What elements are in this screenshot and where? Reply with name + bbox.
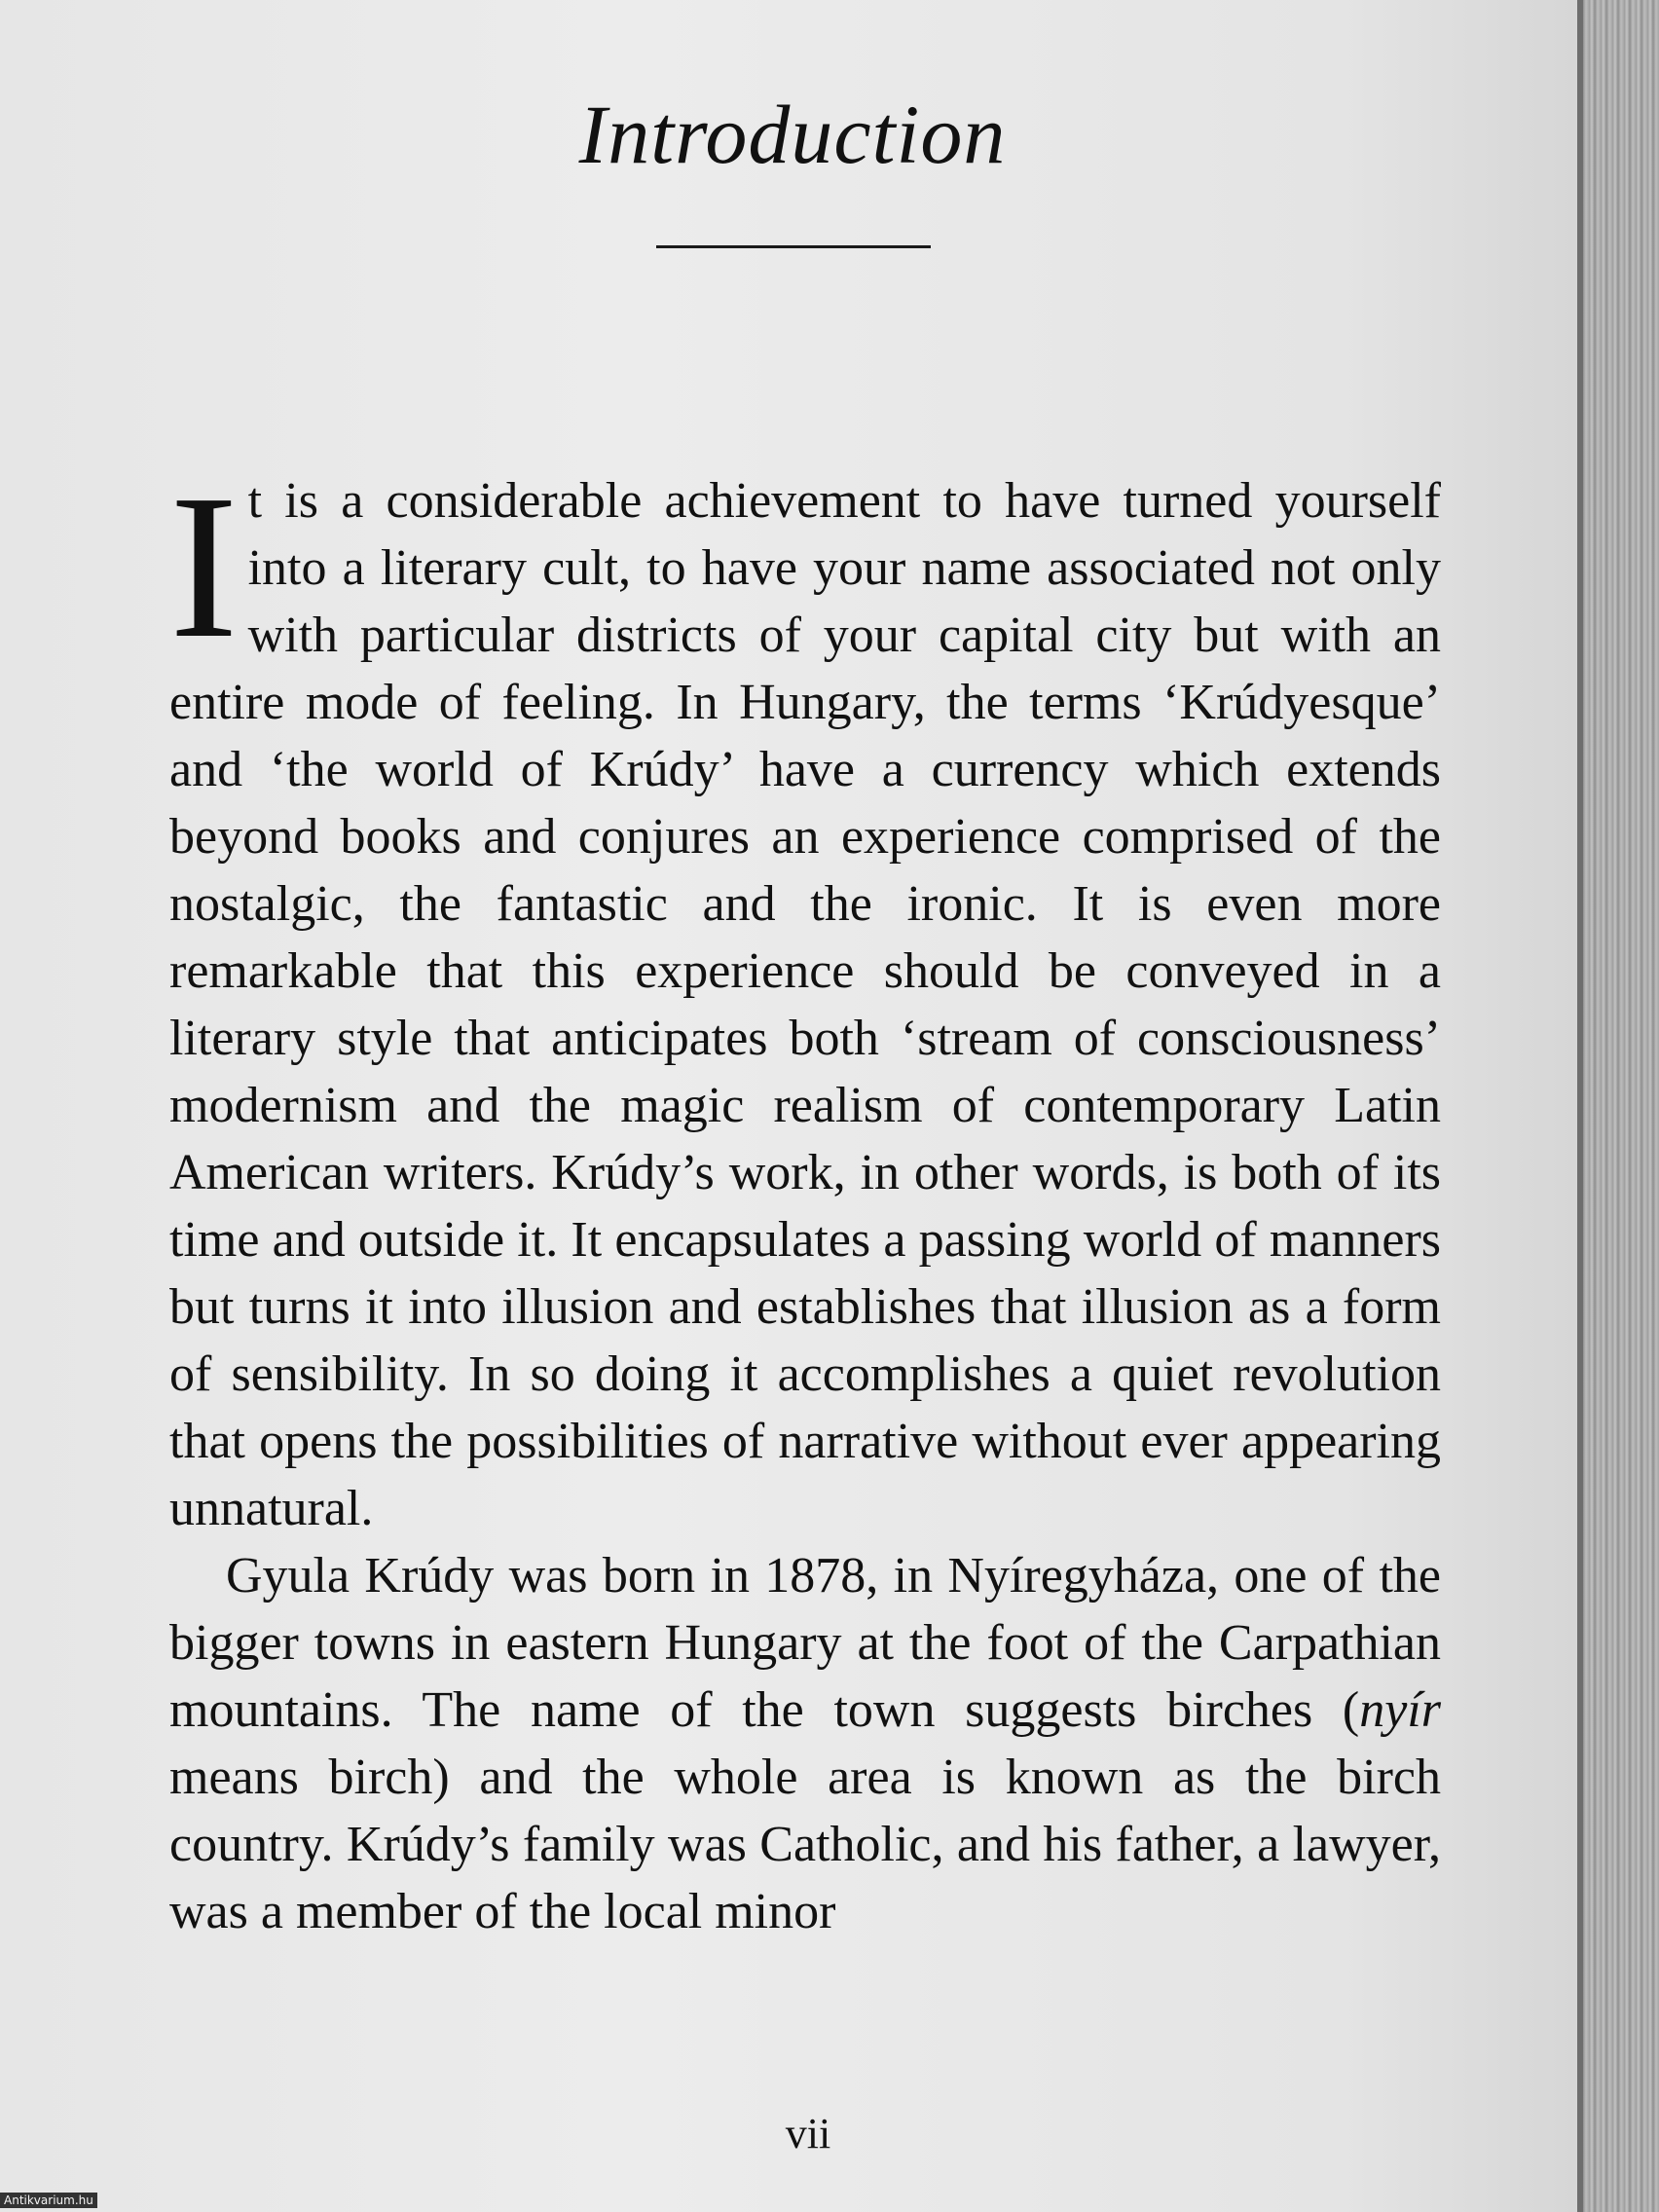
paragraph-2 bbox=[169, 1542, 1441, 1945]
chapter-title: Introduction bbox=[578, 88, 1007, 181]
drop-cap: I bbox=[169, 452, 239, 681]
page-number: vii bbox=[785, 2110, 831, 2157]
watermark-label: Antikvarium.hu bbox=[0, 2193, 97, 2208]
paragraph-2-text-end: means birch) and the whole area is known as the birch country. Krúdy’s family was Catholic, and his father, a lawyer, was a member of the local minor bbox=[169, 1750, 1441, 1939]
paragraph-1 bbox=[169, 452, 1441, 1542]
paragraph-1-text: t is a considerable achievement to have turned yourself into a literary cult, to have your name associated not only with particular districts of your capital city but with an entire mode of feeling. In Hungary, the terms ‘Krúdyesque’ and ‘the world of Krúdy’ have a currency which extends beyond books and conjures an experience comprised of the nostalgic, the fantastic and the ironic. It is even more remarkable that this experience should be conveyed in a literary style that anticipates both ‘stream of consciousness’ modernism and the magic realism of contemporary Latin American writers. Krúdy’s work, in other words, is both of its time and outside it. It encapsulates a passing world of manners but turns it into illusion and establishes that illusion as a form of sensibility. In so doing it accomplishes a quiet revolution that opens the possibilities of narrative without ever appearing unnatural. bbox=[169, 473, 1441, 1536]
italic-term: nyír bbox=[1359, 1682, 1441, 1738]
title-divider bbox=[656, 245, 931, 248]
body-text bbox=[169, 452, 1441, 1945]
page-edge-stack bbox=[1577, 0, 1659, 2212]
paragraph-2-text-start: Gyula Krúdy was born in 1878, in Nyíregyháza, one of the bigger towns in eastern Hungary at the foot of the Carpathian mountains. The name of the town suggests birches ( bbox=[169, 1548, 1441, 1738]
